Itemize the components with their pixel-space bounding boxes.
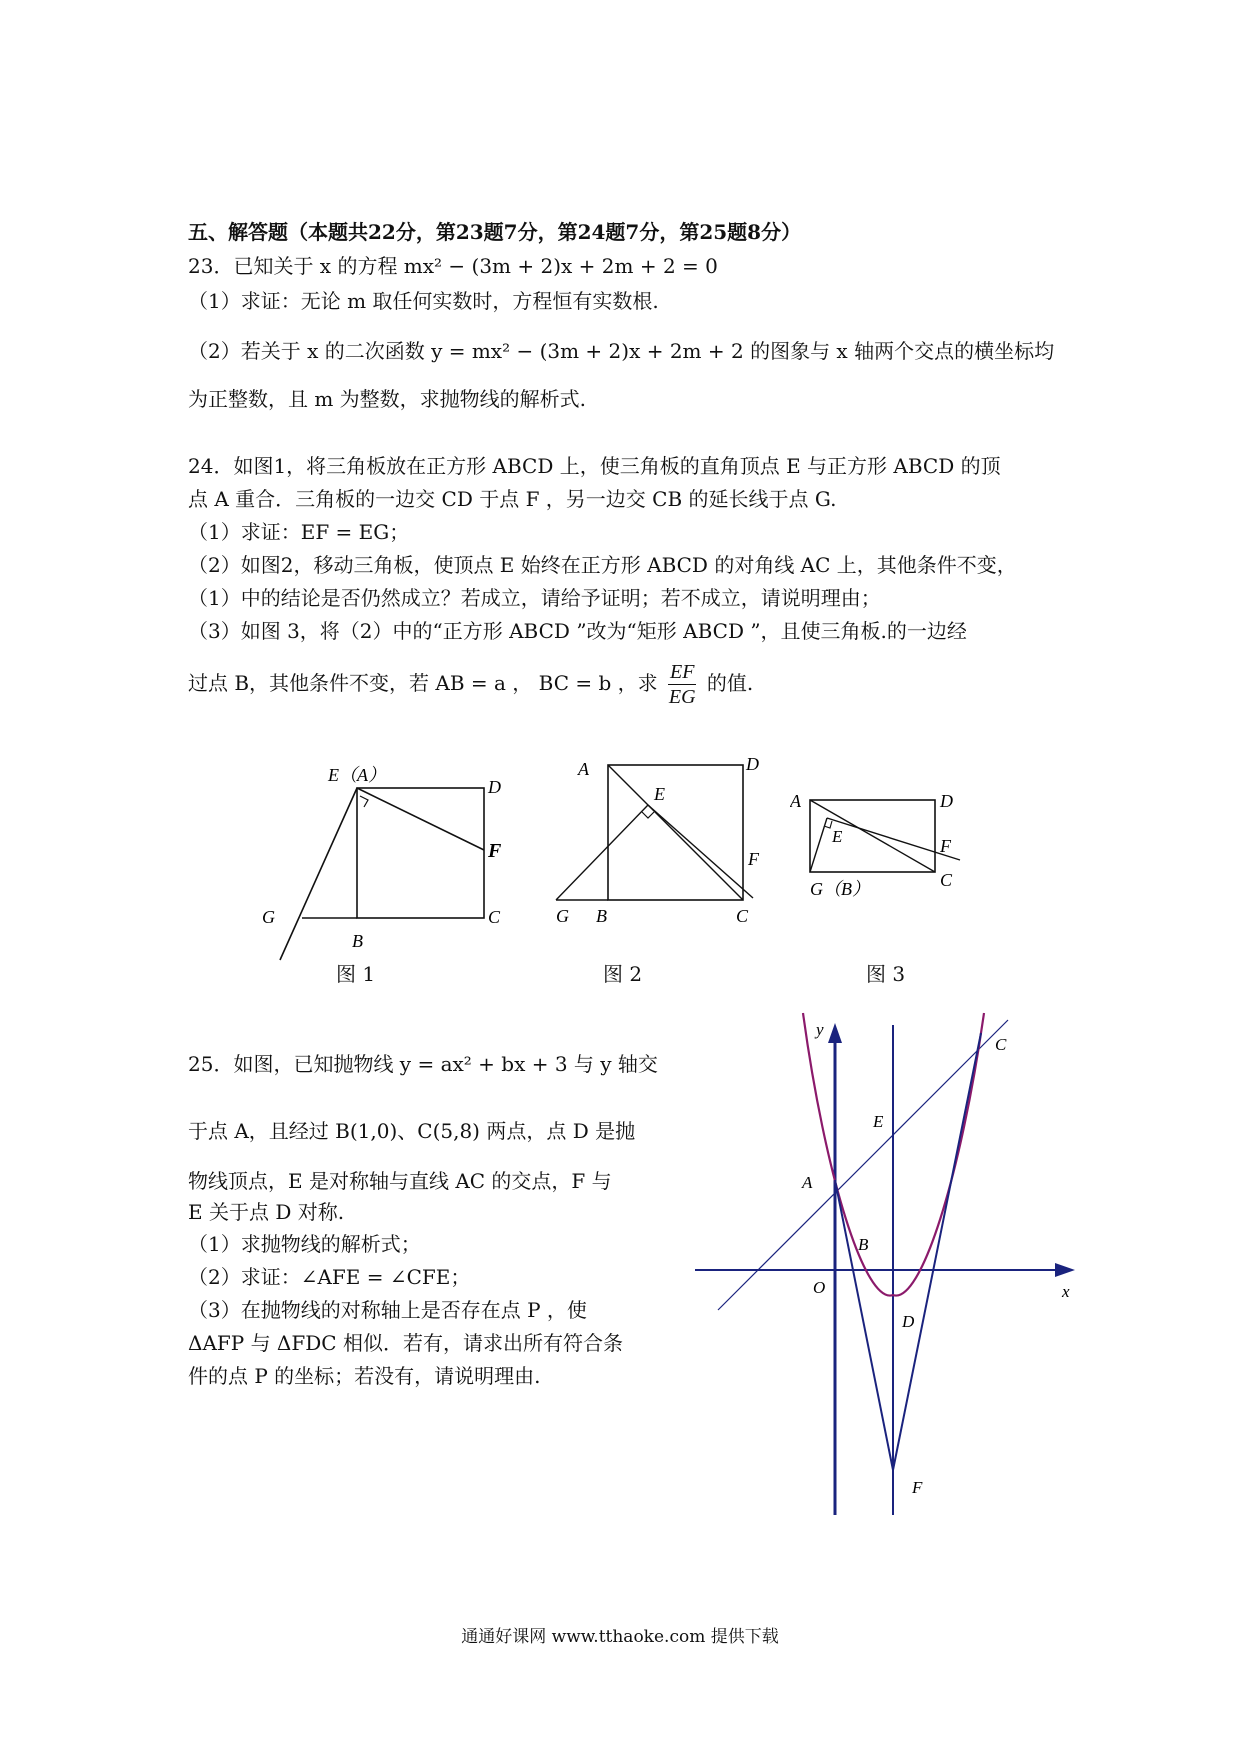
segment-CF	[893, 1033, 981, 1470]
graph-label-A: A	[802, 1173, 813, 1192]
segment-AF	[835, 1180, 893, 1470]
fig3-label-GB: G（B）	[810, 879, 870, 899]
q23-part1: （1）求证：无论 m 取任何实数时，方程恒有实数根.	[188, 289, 659, 313]
fig1-label-G: G	[262, 907, 275, 927]
figure-1	[260, 755, 520, 985]
fraction-numerator: EF	[670, 661, 695, 683]
q24-part3-line2	[188, 660, 753, 709]
q24-part3-text-a: 过点 B，其他条件不变，若 AB = a ， BC = b ，求	[188, 671, 658, 695]
fig2-leg-EF	[648, 805, 753, 898]
q24-line2: 点 A 重合．三角板的一边交 CD 于点 F ，另一边交 CB 的延长线于点 G.	[188, 487, 837, 511]
q25-part2: （2）求证：∠AFE = ∠CFE；	[188, 1265, 471, 1289]
fig1-label-C: C	[488, 907, 501, 927]
q25-line2: 于点 A，且经过 B(1,0)、C(5,8) 两点，点 D 是抛	[188, 1119, 636, 1143]
fig2-label-E: E	[654, 784, 665, 804]
q24-part3-line1: （3）如图 3，将（2）中的“正方形 ABCD ”改为“矩形 ABCD ”，且使三角板.的一边经	[188, 619, 967, 643]
q23-stem: 23．已知关于 x 的方程 mx² − (3m + 2)x + 2m + 2 = 0	[188, 254, 718, 278]
graph-label-O: O	[813, 1278, 826, 1297]
graph-label-D: D	[902, 1312, 915, 1331]
figure-3	[790, 780, 990, 920]
fig3-label-F: F	[940, 836, 951, 856]
fig2-label-D: D	[746, 754, 759, 774]
q23-part2-line1: （2）若关于 x 的二次函数 y = mx² − (3m + 2)x + 2m + 2 的图象与 x 轴两个交点的横坐标均	[188, 339, 1055, 363]
fraction-denominator: EG	[668, 686, 696, 708]
fig1-leg-EG	[280, 788, 357, 960]
q25-part1: （1）求抛物线的解析式；	[188, 1232, 421, 1256]
q25-part3-line2: ΔAFP 与 ΔFDC 相似．若有，请求出所有符合条	[188, 1331, 623, 1355]
fig1-label-B: B	[352, 931, 363, 951]
q24-part1: （1）求证：EF = EG；	[188, 520, 410, 544]
fig2-label-F: F	[748, 849, 759, 869]
q24-part2-line1: （2）如图2，移动三角板，使顶点 E 始终在正方形 ABCD 的对角线 AC 上，其他条件不变，	[188, 553, 1017, 577]
fig2-label-G: G	[556, 906, 569, 926]
fig1-right-angle-mark	[360, 796, 368, 807]
ratio-fraction	[668, 660, 696, 709]
fig1-leg-EF	[357, 788, 484, 850]
graph-label-C: C	[995, 1035, 1007, 1054]
fig2-label-C: C	[736, 906, 749, 926]
q25-line4: E 关于点 D 对称.	[188, 1200, 345, 1224]
q24-line1: 24．如图1，将三角板放在正方形 ABCD 上，使三角板的直角顶点 E 与正方形 ABCD 的顶	[188, 454, 1001, 478]
fig1-caption: 图 1	[336, 962, 376, 986]
fig2-diagonal-AC	[608, 765, 743, 900]
graph-label-B: B	[858, 1235, 869, 1254]
graph-label-x: x	[1062, 1282, 1070, 1301]
fig1-label-E: E（A）	[328, 765, 386, 785]
fig2-leg-EG	[556, 805, 648, 900]
fig1-square	[357, 788, 484, 918]
q24-part2-line2: （1）中的结论是否仍然成立？若成立，请给予证明；若不成立，请说明理由；	[188, 586, 881, 610]
fig2-label-A: A	[578, 759, 589, 779]
q25-line1: 25．如图，已知抛物线 y = ax² + bx + 3 与 y 轴交	[188, 1052, 658, 1076]
fig3-label-A: A	[790, 791, 801, 811]
q24-part3-text-b: 的值.	[706, 671, 754, 695]
fig2-caption: 图 2	[603, 962, 643, 986]
fig3-diagonal-AC	[810, 800, 935, 872]
graph-label-y: y	[816, 1020, 824, 1039]
graph-label-F: F	[912, 1478, 923, 1497]
page-footer: 通通好课网 www.tthaoke.com 提供下载	[461, 1627, 779, 1647]
x-axis-arrow-icon	[1055, 1263, 1075, 1277]
fig2-label-B: B	[596, 906, 607, 926]
graph-label-E: E	[873, 1112, 884, 1131]
section-heading: 五、解答题（本题共22分，第23题7分，第24题7分，第25题8分）	[188, 220, 802, 244]
q25-line3: 物线顶点，E 是对称轴与直线 AC 的交点，F 与	[188, 1169, 612, 1193]
figure-2	[548, 750, 778, 940]
y-axis-arrow-icon	[828, 1023, 842, 1043]
fig3-label-C: C	[940, 870, 953, 890]
q25-part3-line1: （3）在抛物线的对称轴上是否存在点 P ，使	[188, 1298, 587, 1322]
fig1-label-F: F	[488, 840, 502, 862]
fig3-caption: 图 3	[866, 962, 906, 986]
q25-part3-line3: 件的点 P 的坐标；若没有，请说明理由.	[188, 1364, 541, 1388]
fig1-label-D: D	[488, 777, 501, 797]
fig3-label-E: E	[832, 827, 843, 846]
fig3-label-D: D	[940, 791, 953, 811]
q25-graph	[690, 1005, 1090, 1525]
fig2-right-angle-mark	[642, 812, 654, 818]
q23-part2-line2: 为正整数，且 m 为整数，求抛物线的解析式.	[188, 387, 587, 411]
